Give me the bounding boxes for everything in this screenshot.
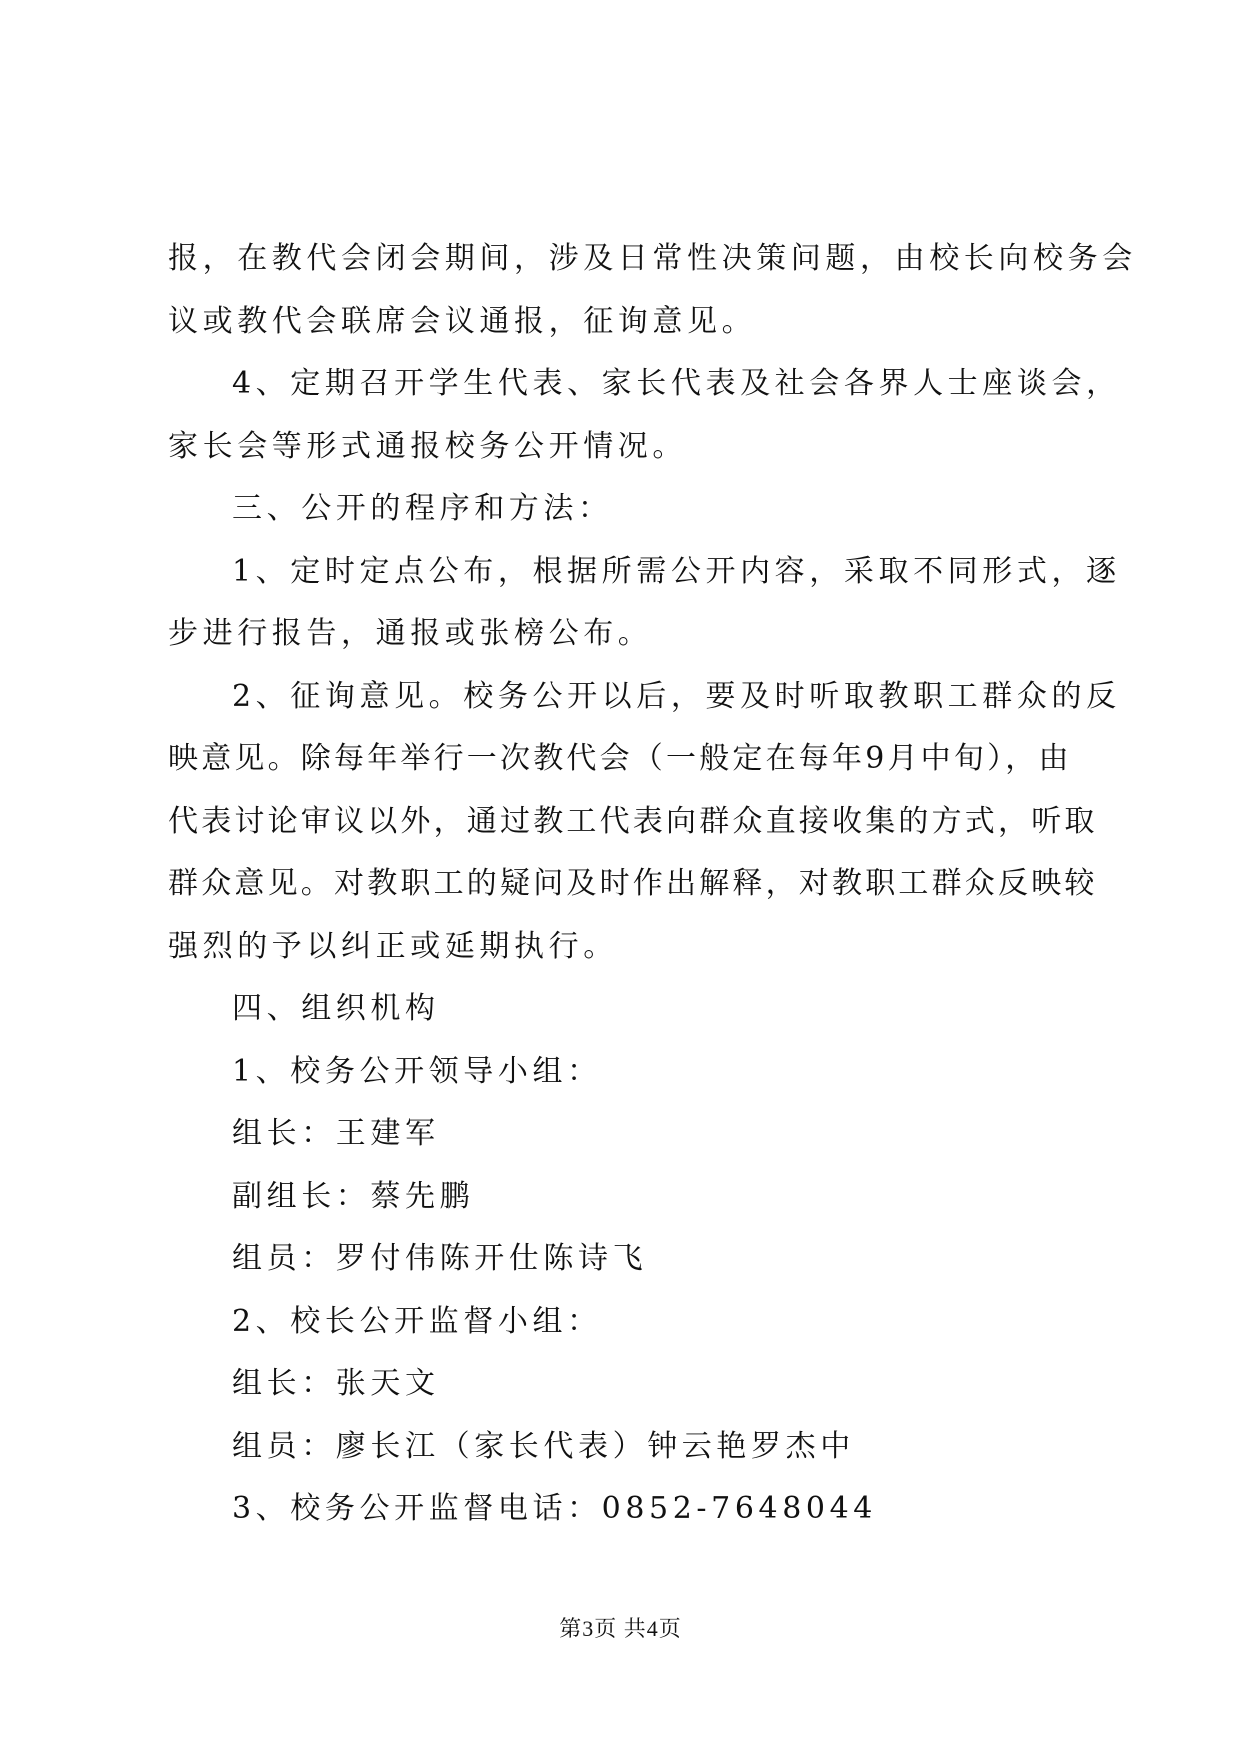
document-body <box>168 228 1137 1541</box>
section-heading: 三、公开的程序和方法： <box>232 491 613 526</box>
paragraph-line: 映意见。除每年举行一次教代会（一般定在每年9月中旬），由 <box>168 741 1072 776</box>
list-item: 1、校务公开领导小组： <box>232 1053 602 1089</box>
paragraph-line: 强烈的予以纠正或延期执行。 <box>168 928 618 964</box>
paragraph-line: 报，在教代会闭会期间，涉及日常性决策问题，由校长向校务会 <box>168 241 1137 276</box>
list-item: 副组长：蔡先鹏 <box>232 1178 475 1214</box>
paragraph-line: 议或教代会联席会议通报，征询意见。 <box>168 303 757 339</box>
paragraph-line: 代表讨论审议以外，通过教工代表向群众直接收集的方式，听取 <box>168 803 1098 839</box>
paragraph-line: 2、征询意见。校务公开以后，要及时听取教职工群众的反 <box>232 678 1121 714</box>
paragraph-line: 群众意见。对教职工的疑问及时作出解释，对教职工群众反映较 <box>168 866 1098 901</box>
paragraph-line: 步进行报告，通报或张榜公布。 <box>168 616 653 651</box>
list-item: 3、校务公开监督电话：0852-7648044 <box>232 1491 877 1526</box>
list-item: 组长：王建军 <box>232 1116 440 1151</box>
section-heading: 四、组织机构 <box>232 991 440 1026</box>
list-item: 组员：罗付伟陈开仕陈诗飞 <box>232 1241 648 1276</box>
list-item: 组员：廖长江（家长代表）钟云艳罗杰中 <box>232 1428 855 1464</box>
paragraph-line: 1、定时定点公布，根据所需公开内容，采取不同形式，逐 <box>232 553 1121 589</box>
paragraph-line: 4、定期召开学生代表、家长代表及社会各界人士座谈会， <box>232 366 1121 401</box>
list-item: 2、校长公开监督小组： <box>232 1303 602 1339</box>
page-number-footer: 第3页 共4页 <box>559 1616 682 1641</box>
paragraph-line: 家长会等形式通报校务公开情况。 <box>168 428 687 464</box>
list-item: 组长：张天文 <box>232 1366 440 1401</box>
